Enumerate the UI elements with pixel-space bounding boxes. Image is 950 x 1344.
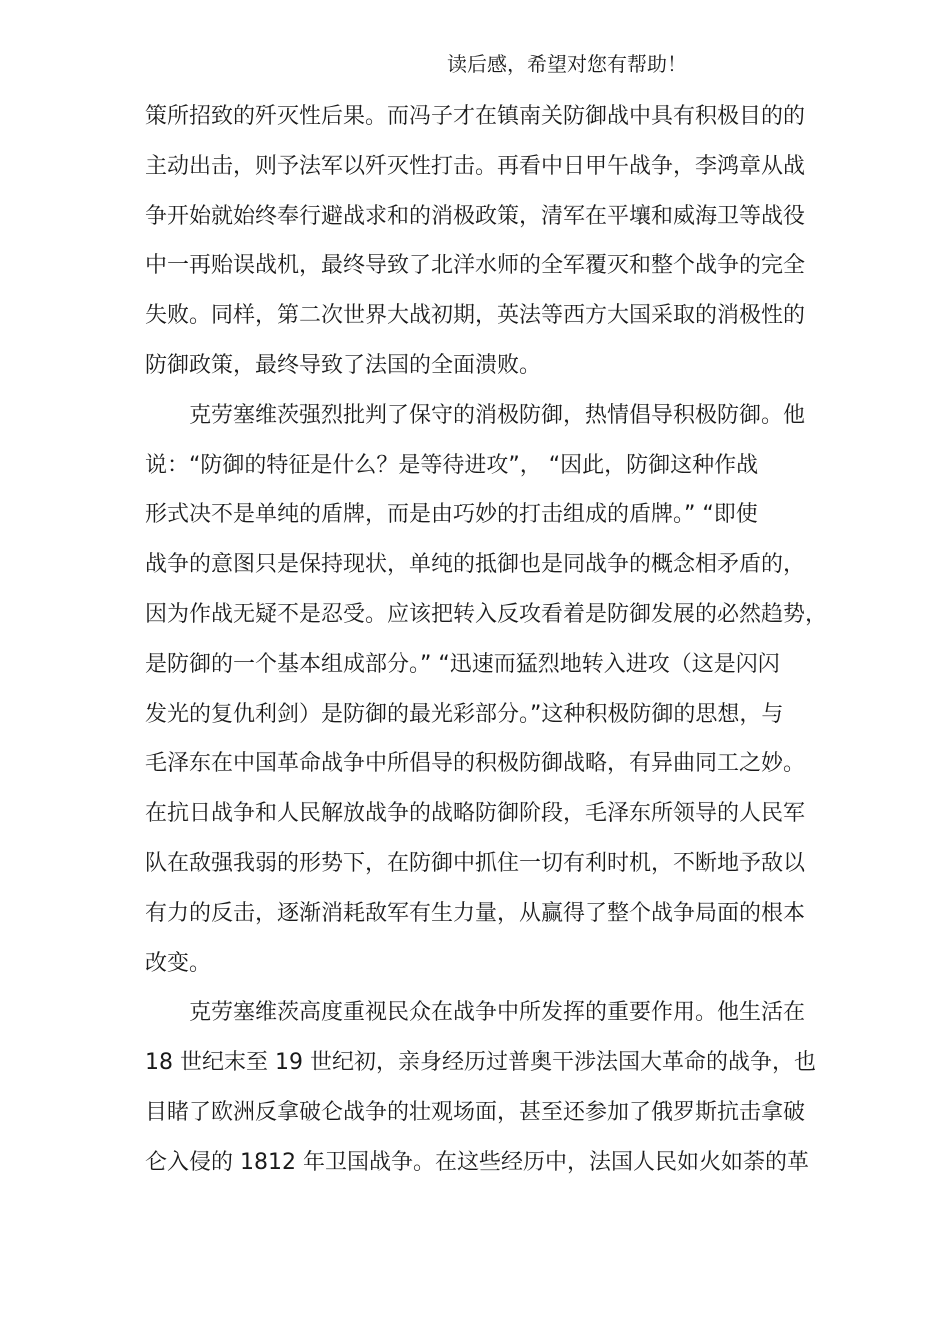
paragraph-2 [145, 391, 828, 989]
page-header: 读后感，希望对您有帮助！ [447, 52, 687, 76]
text-line: 争开始就始终奉行避战求和的消极政策，清军在平壤和威海卫等战役 [145, 203, 806, 229]
text-line: 在抗日战争和人民解放战争的战略防御阶段，毛泽东所领导的人民军 [145, 801, 806, 827]
text-line: 策所招致的歼灭性后果。而冯子才在镇南关防御战中具有积极目的的 [145, 104, 806, 129]
text-line: 中一再贻误战机，最终导致了北洋水师的全军覆灭和整个战争的完全 [145, 253, 806, 279]
text-line: 防御政策，最终导致了法国的全面溃败。 [145, 352, 542, 378]
text-line: 有力的反击，逐渐消耗敌军有生力量，从赢得了整个战争局面的根本 [145, 900, 806, 926]
text-line: 是防御的一个基本组成部分。” “迅速而猛烈地转入进攻（这是闪闪 [145, 651, 780, 677]
text-line: 仑入侵的 1812 年卫国战争。在这些经历中，法国人民如火如荼的革 [145, 1149, 809, 1175]
text-line: 发光的复仇利剑）是防御的最光彩部分。”这种积极防御的思想，与 [145, 701, 784, 727]
text-line: 队在敌强我弱的形势下，在防御中抓住一切有利时机，不断地予敌以 [145, 850, 806, 876]
text-line: 18 世纪末至 19 世纪初，亲身经历过普奥干涉法国大革命的战争，也 [145, 1050, 816, 1076]
text-line: 失败。同样，第二次世界大战初期，英法等西方大国采取的消极性的 [145, 303, 806, 329]
text-line: 因为作战无疑不是忍受。应该把转入反攻看着是防御发展的必然趋势， [145, 601, 828, 627]
text-line: 说：“防御的特征是什么？是等待进攻”， “因此，防御这种作战 [145, 452, 759, 478]
text-line: 改变。 [145, 950, 212, 976]
text-line: 战争的意图只是保持现状，单纯的抵御也是同战争的概念相矛盾的， [145, 552, 806, 578]
text-line: 目睹了欧洲反拿破仑战争的壮观场面，甚至还参加了俄罗斯抗击拿破 [145, 1099, 806, 1125]
paragraph-3 [145, 988, 825, 1187]
paragraph-1 [145, 92, 825, 391]
text-line: 毛泽东在中国革命战争中所倡导的积极防御战略，有异曲同工之妙。 [145, 751, 806, 777]
text-line: 主动出击，则予法军以歼灭性打击。再看中日甲午战争，李鸿章从战 [145, 153, 806, 179]
text-line: 克劳塞维茨强烈批判了保守的消极防御，热情倡导积极防御。他 [189, 402, 806, 428]
body-text [145, 92, 828, 1188]
text-line: 形式决不是单纯的盾牌，而是由巧妙的打击组成的盾牌。” “即使 [145, 502, 758, 528]
text-line: 克劳塞维茨高度重视民众在战争中所发挥的重要作用。他生活在 [189, 1000, 806, 1026]
